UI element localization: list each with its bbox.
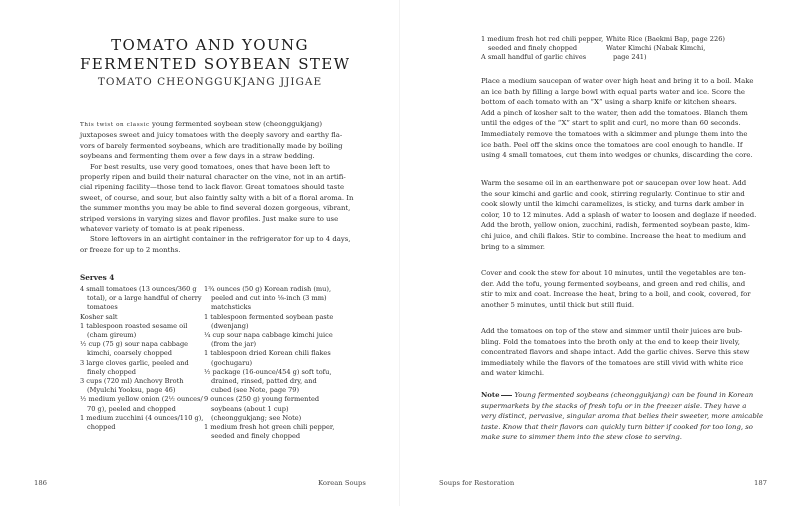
step-line: Add the tomatoes on top of the stew and simmer until their juices are bub- xyxy=(481,327,743,335)
title-line: TOMATO AND YOUNG xyxy=(111,36,309,54)
ingredient-line: 4 small tomatoes (13 ounces/360 g xyxy=(80,285,197,293)
ingredient-line: kimchi, coarsely chopped xyxy=(87,349,173,358)
ingredient-line: (from the jar) xyxy=(211,340,257,349)
ingredient-line: cubed (see Note, page 79) xyxy=(211,386,300,395)
step-line: concentrated flavors and shape intact. Add the garlic chives. Serve this stew xyxy=(481,348,750,357)
note-dash xyxy=(501,395,512,396)
recipe-title xyxy=(80,36,351,74)
step-line: Add the broth, yellow onion, zucchini, radish, fermented soybean paste, kim- xyxy=(481,221,750,230)
page-number-left: 186 xyxy=(34,479,47,487)
ingredient-line: 9 ounces (250 g) young fermented xyxy=(204,395,320,404)
step-line: Add a pinch of kosher salt to the water, then add the tomatoes. Blanch them xyxy=(481,108,748,117)
note-label: Note xyxy=(481,391,500,399)
ingredient-line: ½ cup (75 g) sour napa cabbage xyxy=(80,340,189,349)
step-line: using 4 small tomatoes, cut them into wedges or chunks, discarding the core. xyxy=(481,151,753,160)
ingredient-line: ½ package (16-ounce/454 g) soft tofu, xyxy=(204,367,332,376)
step-line: der. Add the tofu, young fermented soybeans, and green and red chilis, and xyxy=(481,279,746,288)
step-line: chi juice, and chili flakes. Stir to combine. Increase the heat to medium and xyxy=(481,231,747,240)
step-line: Warm the sesame oil in an earthenware pot or saucepan over low heat. Add xyxy=(481,179,747,187)
step-line: Place a medium saucepan of water over high heat and bring it to a boil. Make xyxy=(481,77,754,85)
intro-line: vors of barely fermented soybeans, which are traditionally made by boiling xyxy=(80,141,343,150)
ingredient-line: White Rice (Baekmi Bap, page 226) xyxy=(606,35,725,43)
note-line: taste. Know that their flavors can quickly turn bitter if cooked for too long, so xyxy=(481,422,753,431)
ingredients-column-1 xyxy=(80,285,204,432)
step-1 xyxy=(481,76,754,161)
ingredients-column-2 xyxy=(204,285,344,441)
ingredient-line: Water Kimchi (Nabak Kimchi, xyxy=(606,44,706,53)
ingredient-line: seeded and finely chopped xyxy=(211,432,301,441)
ingredient-line: Kosher salt xyxy=(80,312,118,321)
ingredient-line: 1 tablespoon roasted sesame oil xyxy=(80,321,188,330)
intro-lead: This twist on classic xyxy=(80,122,150,128)
serves-label: Serves 4 xyxy=(80,273,115,282)
step-line: Immediately remove the tomatoes with a skimmer and plunge them into the xyxy=(481,129,748,138)
intro-line: cial ripening facility—those tend to lack flavor. Great tomatoes should taste xyxy=(80,183,345,192)
ingredient-line: 3 cups (720 ml) Anchovy Broth xyxy=(80,377,184,386)
ingredient-line: soybeans (about 1 cup) xyxy=(211,404,289,413)
intro-line: For best results, use very good tomatoes, ones that have been left to xyxy=(90,162,330,171)
intro-line: or freeze for up to 2 months. xyxy=(80,245,181,254)
ingredient-line: (dwenjang) xyxy=(211,321,249,330)
ingredient-line: (cheonggukjang; see Note) xyxy=(211,413,302,422)
ingredient-line: (Myulchi Yooksu, page 46) xyxy=(87,386,176,395)
running-head-right: Soups for Restoration xyxy=(439,479,515,487)
ingredient-line: peeled and cut into ⅛-inch (3 mm) xyxy=(211,294,327,303)
page-number-right: 187 xyxy=(754,479,767,487)
ingredient-line: 1 tablespoon fermented soybean paste xyxy=(204,312,334,321)
ingredient-line: tomatoes xyxy=(87,303,118,312)
note-line: very distinct, pervasive, singular aroma that belies their sweeter, more amicable xyxy=(481,412,764,421)
ingredient-line: ½ medium yellow onion (2½ ounces/ xyxy=(80,395,203,404)
note xyxy=(481,390,764,443)
ingredient-line: page 241) xyxy=(613,53,647,62)
intro-line: whatever variety of tomato is at peak ripeness. xyxy=(80,225,245,234)
ingredient-line: (gochugaru) xyxy=(211,358,253,367)
ingredients-continued-column-2 xyxy=(606,35,736,63)
ingredient-line: 3 large cloves garlic, peeled and xyxy=(80,358,189,367)
step-line: and water kimchi. xyxy=(481,369,545,378)
ingredient-line: 70 g), peeled and chopped xyxy=(87,404,176,413)
title-line: FERMENTED SOYBEAN STEW xyxy=(80,55,351,73)
ingredient-line: 1 medium fresh hot green chili pepper, xyxy=(204,423,335,432)
intro-line: properly ripen and build their natural character on the vine, not in an artifi- xyxy=(80,173,346,182)
intro-text xyxy=(80,119,354,255)
running-head-left: Korean Soups xyxy=(318,479,366,487)
recipe-subtitle: TOMATO CHEONGGUKJANG JJIGAE xyxy=(97,76,323,88)
intro-line: soybeans and fermenting them over a few days in a straw bedding. xyxy=(80,152,315,161)
step-line: until the edges of the “X” start to split and curl, no more than 60 seconds. xyxy=(481,119,741,128)
intro-line: Store leftovers in an airtight container in the refrigerator for up to 4 days, xyxy=(90,235,351,244)
step-line: cook slowly until the kimchi caramelizes, is sticky, and turns dark amber in xyxy=(481,200,745,209)
ingredient-line: ¼ cup sour napa cabbage kimchi juice xyxy=(204,331,333,340)
ingredients-continued-column-1 xyxy=(481,35,604,63)
ingredient-line: total), or a large handful of cherry xyxy=(87,294,202,303)
ingredient-line: 1¾ ounces (50 g) Korean radish (mu), xyxy=(204,285,332,293)
ingredient-line: seeded and finely chopped xyxy=(488,44,578,53)
step-4 xyxy=(481,326,751,379)
note-line: supermarkets by the stacks of fresh tofu or in the freezer aisle. They have a xyxy=(481,401,747,410)
note-line: make sure to simmer them into the stew close to serving. xyxy=(481,433,682,442)
intro-line: This twist on classic young fermented soybean stew (cheonggukjang) xyxy=(80,120,323,128)
ingredient-line: (cham gireum) xyxy=(87,331,137,340)
intro-line: juxtaposes sweet and juicy tomatoes with the deeply savory and earthy fla- xyxy=(80,131,343,140)
step-2 xyxy=(481,178,757,252)
intro-line: striped versions in varying sizes and flavor profiles. Just make sure to use xyxy=(80,214,339,223)
step-line: immediately while the flavors of the tomatoes are still vivid with white rice xyxy=(481,358,744,367)
ingredient-line: matchsticks xyxy=(211,303,251,312)
step-line: color, 10 to 12 minutes. Add a splash of water to loosen and deglaze if needed. xyxy=(481,210,757,219)
step-3 xyxy=(481,268,751,310)
step-line: bring to a simmer. xyxy=(481,242,545,251)
ingredient-line: 1 tablespoon dried Korean chili flakes xyxy=(204,349,331,358)
ingredient-line: drained, rinsed, patted dry, and xyxy=(211,377,317,386)
step-line: ice bath. Peel off the skins once the tomatoes are cool enough to handle. If xyxy=(481,140,743,149)
intro-line: sweet, of course, and sour, but also faintly salty with a bit of a floral aroma. In xyxy=(80,193,354,202)
step-line: bottom of each tomato with an “X” using a sharp knife or kitchen shears. xyxy=(481,98,737,107)
ingredient-line: 1 medium zucchini (4 ounces/110 g), xyxy=(80,413,204,422)
step-line: another 5 minutes, until thick but still fluid. xyxy=(481,300,635,309)
step-line: stir to mix and coat. Increase the heat, bring to a boil, and cook, covered, for xyxy=(481,290,751,299)
ingredient-line: 1 medium fresh hot red chili pepper, xyxy=(481,35,604,43)
right-page xyxy=(400,0,800,506)
intro-line: the summer months you may be able to find several dozen gorgeous, vibrant, xyxy=(80,204,351,213)
step-line: bling. Fold the tomatoes into the broth only at the end to keep their lively, xyxy=(481,337,740,346)
ingredient-line: chopped xyxy=(87,423,116,432)
note-line: Note Young fermented soybeans (cheonggukjang) can be found in Korean xyxy=(481,391,754,399)
ingredient-line: A small handful of garlic chives xyxy=(481,53,587,62)
ingredient-line: finely chopped xyxy=(87,367,136,376)
step-line: an ice bath by filling a large bowl with equal parts water and ice. Score the xyxy=(481,87,745,96)
step-line: Cover and cook the stew for about 10 minutes, until the vegetables are ten- xyxy=(481,269,746,277)
step-line: the sour kimchi and garlic and cook, stirring regularly. Continue to stir and xyxy=(481,189,745,198)
